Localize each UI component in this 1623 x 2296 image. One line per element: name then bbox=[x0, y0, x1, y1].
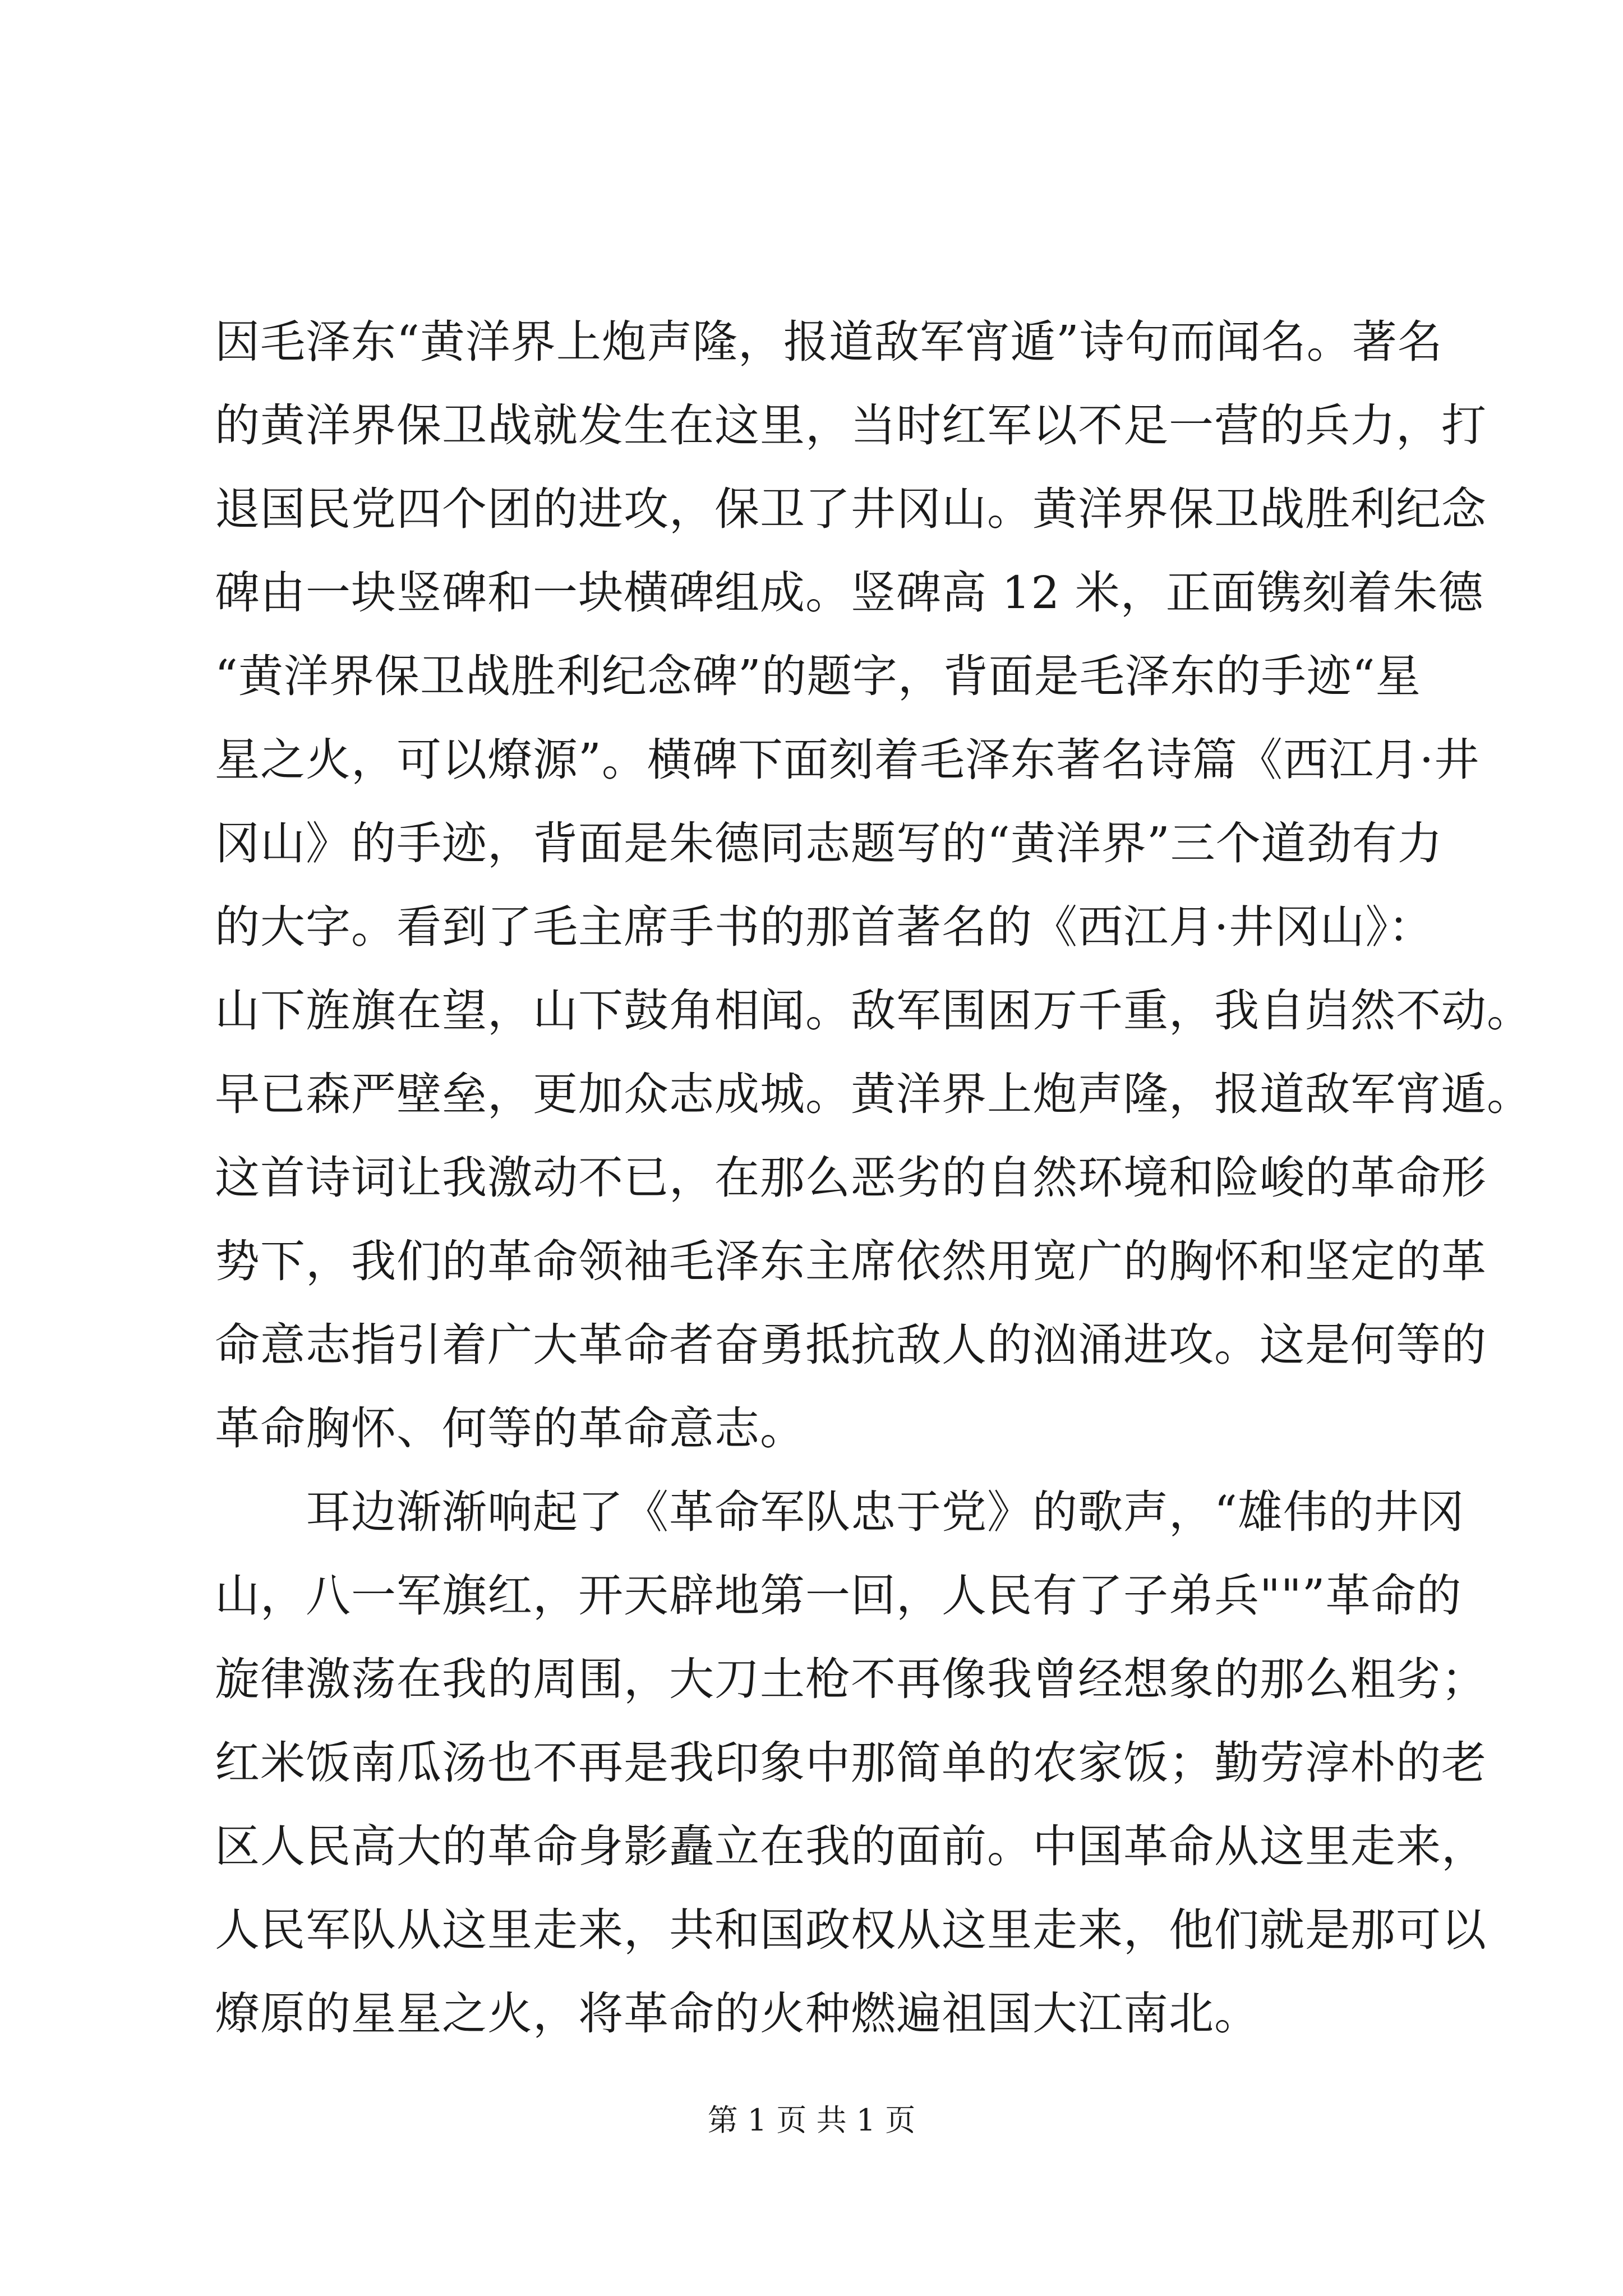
text-line: 旋律激荡在我的周围，大刀土枪不再像我曾经想象的那么粗劣； bbox=[215, 1653, 1487, 1705]
text-line: 冈山》的手迹，背面是朱德同志题写的“黄洋界”三个道劲有力 bbox=[215, 817, 1443, 869]
text-line: 因毛泽东“黄洋界上炮声隆，报道敌军宵遁”诗句而闻名。著名 bbox=[215, 316, 1443, 368]
text-line: 人民军队从这里走来，共和国政权从这里走来，他们就是那可以 bbox=[215, 1904, 1487, 1956]
text-line: 命意志指引着广大革命者奋勇抵抗敌人的汹涌进攻。这是何等的 bbox=[215, 1319, 1487, 1371]
text-line: 耳边渐渐响起了《革命军队忠于党》的歌声，“雄伟的井冈 bbox=[215, 1486, 1465, 1538]
text-line: 退国民党四个团的进攻，保卫了井冈山。黄洋界保卫战胜利纪念 bbox=[215, 483, 1487, 535]
text-line: 燎原的星星之火，将革命的火种燃遍祖国大江南北。 bbox=[215, 1987, 1260, 2040]
text-line: 山，八一军旗红，开天辟地第一回，人民有了子弟兵""”革命的 bbox=[215, 1570, 1462, 1622]
paragraph-1 bbox=[215, 300, 1532, 1470]
text-line: 山下旌旗在望，山下鼓角相闻。敌军围困万千重，我自岿然不动。 bbox=[215, 984, 1532, 1037]
text-line: 的大字。看到了毛主席手书的那首著名的《西江月·井冈山》： bbox=[215, 901, 1434, 953]
page-number: 第 1 页 共 1 页 bbox=[707, 2102, 916, 2138]
body-text bbox=[215, 300, 1532, 2055]
page-footer bbox=[0, 2101, 1623, 2140]
text-line: 的黄洋界保卫战就发生在这里，当时红军以不足一营的兵力，打 bbox=[215, 399, 1487, 452]
text-line: 这首诗词让我激动不已，在那么恶劣的自然环境和险峻的革命形 bbox=[215, 1152, 1487, 1204]
text-line: 区人民高大的革命身影矗立在我的面前。中国革命从这里走来， bbox=[215, 1820, 1487, 1872]
paragraph-2 bbox=[215, 1470, 1487, 2055]
text-line: 早已森严壁垒，更加众志成城。黄洋界上炮声隆，报道敌军宵遁。 bbox=[215, 1068, 1532, 1120]
text-line: 星之火，可以燎源”。横碑下面刻着毛泽东著名诗篇《西江月·井 bbox=[215, 734, 1480, 786]
text-line: 革命胸怀、何等的革命意志。 bbox=[215, 1402, 805, 1455]
text-line: 势下，我们的革命领袖毛泽东主席依然用宽广的胸怀和坚定的革 bbox=[215, 1235, 1487, 1287]
text-line: 红米饭南瓜汤也不再是我印象中那简单的农家饭；勤劳淳朴的老 bbox=[215, 1737, 1487, 1789]
text-line: “黄洋界保卫战胜利纪念碑”的题字，背面是毛泽东的手迹“星 bbox=[215, 650, 1421, 702]
text-line: 碑由一块竖碑和一块横碑组成。竖碑高 12 米，正面镌刻着朱德 bbox=[215, 567, 1484, 619]
